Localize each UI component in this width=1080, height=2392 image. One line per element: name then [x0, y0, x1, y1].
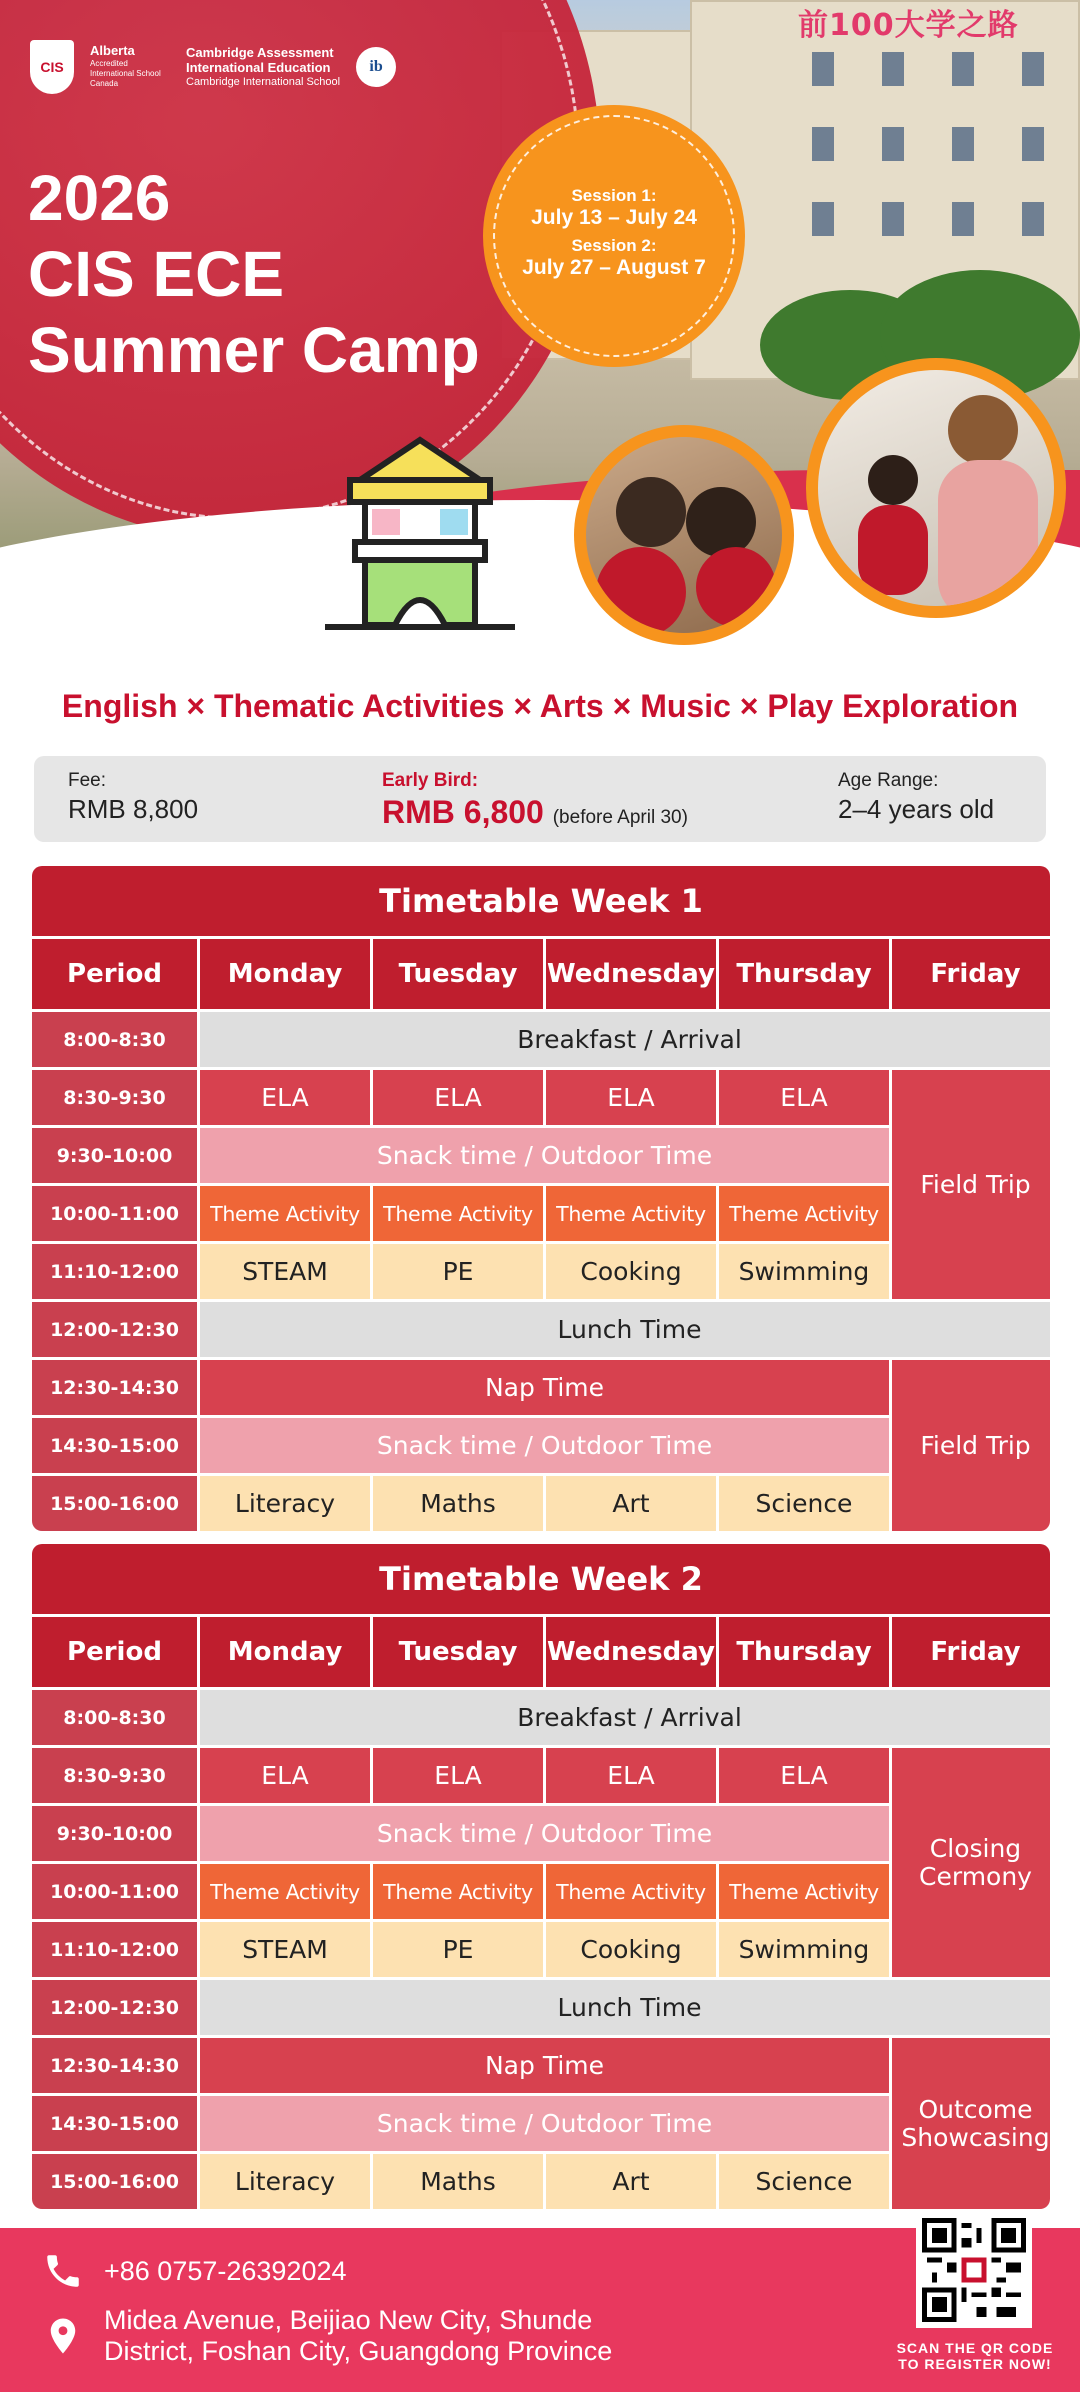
- header-monday: Monday: [200, 939, 370, 1009]
- friday-afternoon-cell: Outcome Showcasing: [892, 2038, 1050, 2209]
- qr-label-line-2: TO REGISTER NOW!: [898, 2356, 1052, 2372]
- friday-morning-cell: Closing Cermony: [892, 1748, 1050, 1977]
- fee-block: [68, 770, 198, 825]
- nap-cell: Nap Time: [200, 1360, 889, 1415]
- breakfast-cell: Breakfast / Arrival: [200, 1690, 1050, 1745]
- header-thursday: Thursday: [719, 939, 889, 1009]
- activity-cell: Art: [546, 2154, 716, 2209]
- activity-cell: Swimming: [719, 1922, 889, 1977]
- camp-title: [28, 160, 480, 388]
- cis-logo: CIS: [30, 40, 74, 94]
- theme-activity-cell: Theme Activity: [546, 1186, 716, 1241]
- period-cell: 14:30-15:00: [32, 1418, 197, 1473]
- ela-cell: ELA: [546, 1070, 716, 1125]
- title-year: 2026: [28, 162, 171, 234]
- lunch-cell: Lunch Time: [200, 1302, 1050, 1357]
- cambridge-line-2: International Education: [186, 59, 331, 75]
- early-bird-value: RMB 6,800: [382, 794, 544, 830]
- activity-cell: STEAM: [200, 1244, 370, 1299]
- early-bird-label: Early Bird:: [382, 770, 479, 791]
- header-period: Period: [32, 1617, 197, 1687]
- hero-banner: [0, 0, 1080, 650]
- ib-logo: ib: [356, 47, 396, 87]
- teacher-photo-circle: [806, 358, 1066, 618]
- activity-cell: Literacy: [200, 1476, 370, 1531]
- period-cell: 14:30-15:00: [32, 2096, 197, 2151]
- activity-cell: Cooking: [546, 1244, 716, 1299]
- timetable-grid: [32, 1614, 1050, 2209]
- qr-label: [880, 2340, 1070, 2372]
- snack-cell: Snack time / Outdoor Time: [200, 1418, 889, 1473]
- header-wednesday: Wednesday: [546, 939, 716, 1009]
- activity-cell: STEAM: [200, 1922, 370, 1977]
- header-friday: Friday: [892, 1617, 1050, 1687]
- age-label: Age Range:: [838, 770, 939, 791]
- header-friday: Friday: [892, 939, 1050, 1009]
- address-line-2: District, Foshan City, Guangdong Province: [104, 2336, 613, 2366]
- activity-cell: Art: [546, 1476, 716, 1531]
- program-tagline: English × Thematic Activities × Arts × Music × Play Exploration: [61, 688, 1019, 724]
- session1-label: Session 1:: [571, 186, 657, 205]
- theme-activity-cell: Theme Activity: [200, 1864, 370, 1919]
- friday-morning-cell: Field Trip: [892, 1070, 1050, 1299]
- qr-code-icon: [922, 2218, 1026, 2322]
- address-row: [42, 2305, 612, 2367]
- header-tuesday: Tuesday: [373, 1617, 543, 1687]
- theme-activity-cell: Theme Activity: [719, 1864, 889, 1919]
- period-cell: 10:00-11:00: [32, 1186, 197, 1241]
- location-pin-icon: [42, 2313, 84, 2359]
- ela-cell: ELA: [200, 1070, 370, 1125]
- period-cell: 12:30-14:30: [32, 1360, 197, 1415]
- timetable-title: Timetable Week 1: [32, 866, 1050, 936]
- period-cell: 9:30-10:00: [32, 1806, 197, 1861]
- timetable-grid: [32, 936, 1050, 1531]
- period-cell: 12:00-12:30: [32, 1302, 197, 1357]
- header-thursday: Thursday: [719, 1617, 889, 1687]
- early-bird-note: (before April 30): [552, 807, 688, 828]
- fee-label: Fee:: [68, 770, 107, 791]
- cambridge-logo: [186, 46, 340, 89]
- period-cell: 11:10-12:00: [32, 1922, 197, 1977]
- activity-cell: PE: [373, 1922, 543, 1977]
- activity-cell: Maths: [373, 2154, 543, 2209]
- breakfast-cell: Breakfast / Arrival: [200, 1012, 1050, 1067]
- activity-cell: Swimming: [719, 1244, 889, 1299]
- alberta-logo-sub: Accredited International School Canada: [90, 59, 161, 88]
- ela-cell: ELA: [546, 1748, 716, 1803]
- ela-cell: ELA: [200, 1748, 370, 1803]
- period-cell: 10:00-11:00: [32, 1864, 197, 1919]
- tower-illustration: [320, 435, 520, 635]
- snack-cell: Snack time / Outdoor Time: [200, 1128, 889, 1183]
- kids-photo-circle: [574, 425, 794, 645]
- session2-label: Session 2:: [571, 236, 657, 255]
- session-badge: [483, 105, 745, 367]
- logo-bar: [30, 40, 396, 94]
- timetable-title: Timetable Week 2: [32, 1544, 1050, 1614]
- timetable-week1: [32, 866, 1050, 1531]
- qr-label-line-1: SCAN THE QR CODE: [896, 2340, 1054, 2356]
- address-text: [104, 2305, 612, 2367]
- phone-icon: [42, 2250, 84, 2292]
- phone-row: [42, 2250, 347, 2292]
- timetable-week2: [32, 1544, 1050, 2209]
- cambridge-line-3: Cambridge International School: [186, 75, 341, 88]
- nap-cell: Nap Time: [200, 2038, 889, 2093]
- theme-activity-cell: Theme Activity: [373, 1864, 543, 1919]
- fee-value: RMB 8,800: [68, 794, 199, 824]
- ela-cell: ELA: [719, 1748, 889, 1803]
- address-line-1: Midea Avenue, Beijiao New City, Shunde: [104, 2305, 593, 2335]
- fee-bar: [34, 756, 1046, 842]
- age-block: [838, 770, 994, 825]
- header-wednesday: Wednesday: [546, 1617, 716, 1687]
- period-cell: 15:00-16:00: [32, 1476, 197, 1531]
- cambridge-line-1: Cambridge Assessment: [186, 44, 334, 60]
- title-camp: Summer Camp: [28, 314, 480, 386]
- activity-cell: Cooking: [546, 1922, 716, 1977]
- campus-sign: 前100大学之路: [798, 8, 1019, 43]
- activity-cell: Literacy: [200, 2154, 370, 2209]
- period-cell: 12:00-12:30: [32, 1980, 197, 2035]
- theme-activity-cell: Theme Activity: [719, 1186, 889, 1241]
- period-cell: 8:30-9:30: [32, 1070, 197, 1125]
- session1-dates: July 13 – July 24: [531, 206, 697, 229]
- snack-cell: Snack time / Outdoor Time: [200, 1806, 889, 1861]
- ela-cell: ELA: [719, 1070, 889, 1125]
- ela-cell: ELA: [373, 1070, 543, 1125]
- phone-number[interactable]: +86 0757-26392024: [104, 2255, 347, 2286]
- alberta-logo-name: Alberta: [90, 43, 135, 58]
- alberta-logo: [90, 44, 170, 90]
- period-cell: 12:30-14:30: [32, 2038, 197, 2093]
- lunch-cell: Lunch Time: [200, 1980, 1050, 2035]
- theme-activity-cell: Theme Activity: [373, 1186, 543, 1241]
- activity-cell: Maths: [373, 1476, 543, 1531]
- age-value: 2–4 years old: [838, 794, 995, 824]
- activity-cell: PE: [373, 1244, 543, 1299]
- header-monday: Monday: [200, 1617, 370, 1687]
- theme-activity-cell: Theme Activity: [546, 1864, 716, 1919]
- period-cell: 8:30-9:30: [32, 1748, 197, 1803]
- ela-cell: ELA: [373, 1748, 543, 1803]
- activity-cell: Science: [719, 2154, 889, 2209]
- theme-activity-cell: Theme Activity: [200, 1186, 370, 1241]
- friday-afternoon-cell: Field Trip: [892, 1360, 1050, 1531]
- period-cell: 8:00-8:30: [32, 1690, 197, 1745]
- snack-cell: Snack time / Outdoor Time: [200, 2096, 889, 2151]
- activity-cell: Science: [719, 1476, 889, 1531]
- period-cell: 15:00-16:00: [32, 2154, 197, 2209]
- period-cell: 8:00-8:30: [32, 1012, 197, 1067]
- early-bird-block: [382, 770, 688, 831]
- period-cell: 11:10-12:00: [32, 1244, 197, 1299]
- title-school: CIS ECE: [28, 238, 285, 310]
- register-qr-code[interactable]: [916, 2212, 1032, 2328]
- period-cell: 9:30-10:00: [32, 1128, 197, 1183]
- header-tuesday: Tuesday: [373, 939, 543, 1009]
- header-period: Period: [32, 939, 197, 1009]
- session2-dates: July 27 – August 7: [522, 256, 706, 279]
